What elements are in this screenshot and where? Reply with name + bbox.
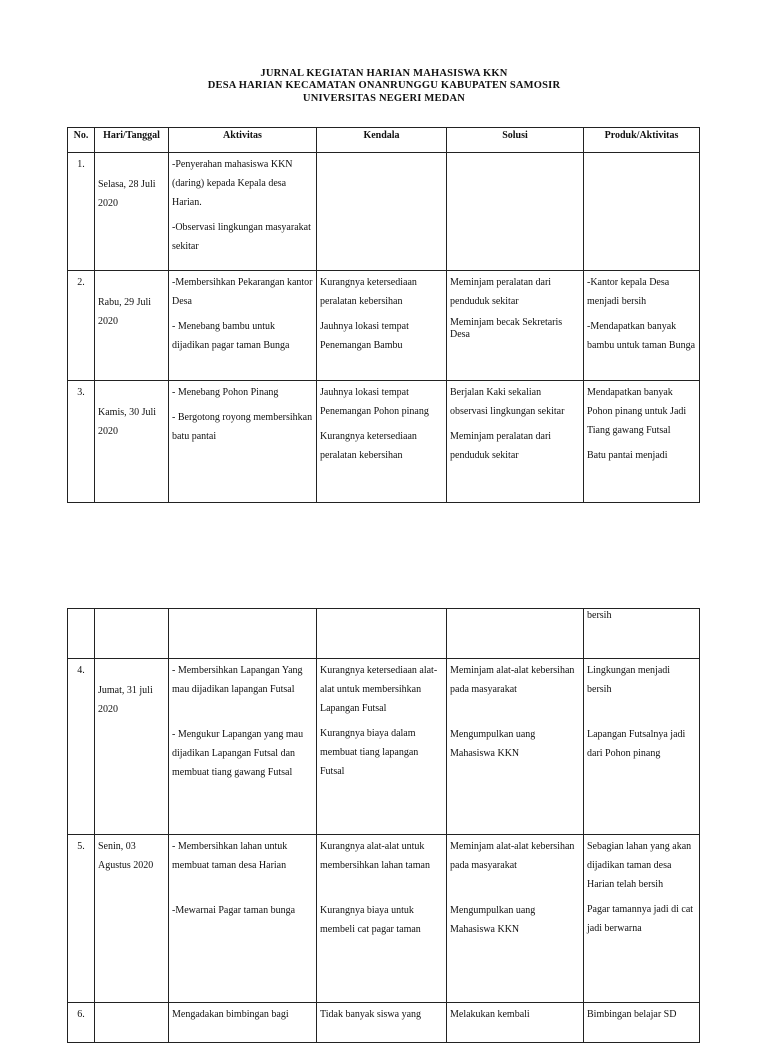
table-row (68, 271, 700, 381)
problem-item: Jauhnya lokasi tempat Penemangan Pohon pinang (320, 387, 429, 417)
row-activity (169, 271, 317, 381)
problem-item: Jauhnya lokasi tempat Penemangan Bambu (320, 321, 409, 351)
row-date: Jumat, 31 juli 2020 (95, 659, 169, 835)
header-date: Hari/Tanggal (95, 128, 169, 153)
problem-item: Kurangnya ketersediaan peralatan kebersihan (320, 431, 417, 461)
problem-item: Kurangnya ketersediaan peralatan kebersihan (320, 277, 417, 307)
table-row (68, 153, 700, 271)
activity-table-page2 (67, 608, 700, 1043)
activity-item: -Membersihkan Pekarangan kantor Desa (172, 277, 313, 307)
header-problem: Kendala (317, 128, 447, 153)
solution-item: Meminjam becak Sekretaris Desa (450, 317, 563, 340)
row-number: 3. (68, 381, 95, 503)
product-item: Mendapatkan banyak Pohon pinang untuk Jadi Tiang gawang Futsal (587, 387, 687, 436)
row-problem (317, 835, 447, 1003)
row-activity (169, 1003, 317, 1043)
solution-item: Meminjam alat-alat kebersihan pada masyarakat (450, 841, 575, 871)
solution-item: Meminjam peralatan dari penduduk sekitar (450, 431, 552, 461)
row-number: 1. (68, 153, 95, 271)
row-activity (169, 659, 317, 835)
problem-item: Kurangnya ketersediaan alat-alat untuk membersihkan Lapangan Futsal (320, 665, 438, 714)
row-problem (317, 609, 447, 659)
row-problem (317, 153, 447, 271)
row-product (584, 659, 700, 835)
row-product (584, 381, 700, 503)
row-solution (447, 609, 584, 659)
row-product (584, 835, 700, 1003)
row-number: 5. (68, 835, 95, 1003)
row-date: Kamis, 30 Juli 2020 (95, 381, 169, 503)
row-date: Selasa, 28 Juli 2020 (95, 153, 169, 271)
header-no: No. (68, 128, 95, 153)
activity-item: -Mewarnai Pagar taman bunga (172, 905, 296, 916)
product-item: Sebagian lahan yang akan dijadikan taman desa Harian telah bersih (587, 841, 692, 890)
row-product (584, 609, 700, 659)
product-item: Pagar tamannya jadi di cat jadi berwarna (587, 904, 694, 934)
product-item: Lapangan Futsalnya jadi dari Pohon pinang (587, 729, 686, 759)
row-date: Rabu, 29 Juli 2020 (95, 271, 169, 381)
row-product (584, 271, 700, 381)
row-problem (317, 659, 447, 835)
problem-item: Kurangnya biaya dalam membuat tiang lapangan Futsal (320, 728, 419, 777)
solution-item: Berjalan Kaki sekalian observasi lingkungan sekitar (450, 387, 565, 417)
header-product: Produk/Aktivitas (584, 128, 700, 153)
row-solution (447, 271, 584, 381)
solution-item: Mengumpulkan uang Mahasiswa KKN (450, 905, 536, 935)
row-number: 2. (68, 271, 95, 381)
row-problem (317, 381, 447, 503)
row-activity (169, 381, 317, 503)
product-item: -Mendapatkan banyak bambu untuk taman Bunga (587, 321, 696, 351)
table-row (68, 835, 700, 1003)
activity-item: - Membersihkan Lapangan Yang mau dijadikan lapangan Futsal (172, 665, 303, 695)
row-number: 4. (68, 659, 95, 835)
row-activity (169, 153, 317, 271)
product-item: Lingkungan menjadi bersih (587, 665, 671, 695)
row-solution (447, 381, 584, 503)
solution-item: Meminjam peralatan dari penduduk sekitar (450, 277, 552, 307)
problem-item: Tidak banyak siswa yang (320, 1009, 422, 1020)
row-activity (169, 609, 317, 659)
row-date (95, 609, 169, 659)
activity-item: - Menebang bambu untuk dijadikan pagar taman Bunga (172, 321, 290, 351)
solution-item: Meminjam alat-alat kebersihan pada masyarakat (450, 665, 575, 695)
activity-item: - Mengukur Lapangan yang mau dijadikan Lapangan Futsal dan membuat tiang gawang Futsal (172, 729, 304, 778)
row-number: 6. (68, 1003, 95, 1043)
table-row (68, 1003, 700, 1043)
university-subtitle: UNIVERSITAS NEGERI MEDAN (302, 93, 466, 104)
header-solution: Solusi (447, 128, 584, 153)
activity-item: -Observasi lingkungan masyarakat sekitar (172, 222, 311, 252)
problem-item: Kurangnya alat-alat untuk membersihkan lahan taman (320, 841, 430, 871)
row-product (584, 153, 700, 271)
product-item: bersih (587, 610, 612, 621)
product-item: Batu pantai menjadi (587, 450, 668, 461)
row-problem (317, 271, 447, 381)
problem-item: Kurangnya biaya untuk membeli cat pagar taman (320, 905, 421, 935)
solution-item: Mengumpulkan uang Mahasiswa KKN (450, 729, 536, 759)
row-solution (447, 835, 584, 1003)
activity-item: Mengadakan bimbingan bagi (172, 1009, 289, 1020)
activity-table-page1 (67, 127, 700, 503)
row-activity (169, 835, 317, 1003)
row-date: Senin, 03 Agustus 2020 (95, 835, 169, 1003)
row-solution (447, 153, 584, 271)
table-row (68, 659, 700, 835)
row-date (95, 1003, 169, 1043)
village-subtitle: DESA HARIAN KECAMATAN ONANRUNGGU KABUPATEN SAMOSIR (207, 80, 561, 91)
activity-item: - Menebang Pohon Pinang (172, 387, 279, 398)
table-row (68, 609, 700, 659)
row-product (584, 1003, 700, 1043)
header-activity: Aktivitas (169, 128, 317, 153)
activity-item: - Bergotong royong membersihkan batu pantai (172, 412, 313, 442)
journal-title: JURNAL KEGIATAN HARIAN MAHASISWA KKN (260, 68, 508, 79)
table-row (68, 381, 700, 503)
row-solution (447, 659, 584, 835)
activity-item: -Penyerahan mahasiswa KKN (daring) kepada Kepala desa Harian. (172, 159, 293, 208)
product-item: -Kantor kepala Desa menjadi bersih (587, 277, 670, 307)
row-problem (317, 1003, 447, 1043)
row-solution (447, 1003, 584, 1043)
table-header-row (68, 128, 700, 153)
activity-item: - Membersihkan lahan untuk membuat taman desa Harian (172, 841, 288, 871)
solution-item: Melakukan kembali (450, 1009, 530, 1020)
row-number (68, 609, 95, 659)
product-item: Bimbingan belajar SD (587, 1009, 677, 1020)
